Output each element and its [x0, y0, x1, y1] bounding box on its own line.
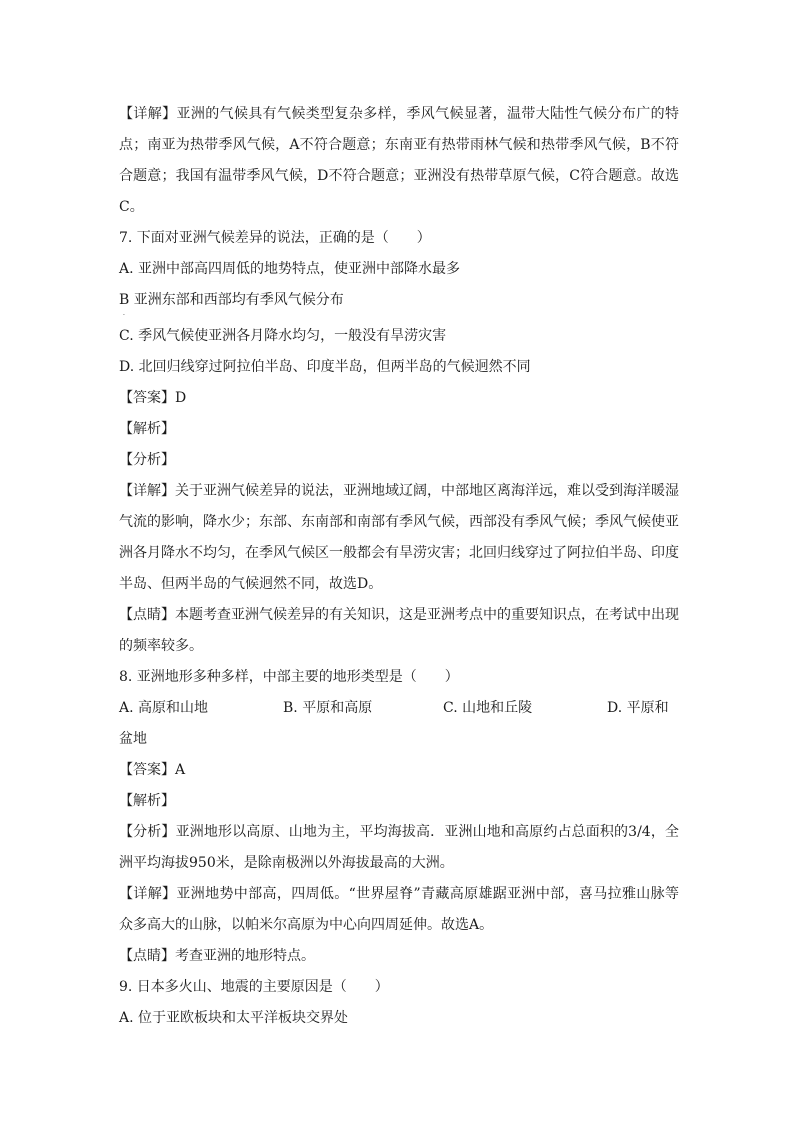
q7-option-c: C. 季风气候使亚洲各月降水均匀，一般没有旱涝灾害: [119, 328, 447, 344]
q7-detail: 【详解】关于亚洲气候差异的说法，亚洲地域辽阔，中部地区离海洋远，难以受到海洋暖湿气流的影响，降水少；东部、东南部和南部有季风气候，西部没有季风气候；季风气候使亚洲各月降水不均匀，在季风气候区一般都会有旱涝灾害；北回归线穿过了阿拉伯半岛、印度半岛、但两半岛的气候迥然不同，故选D。: [119, 483, 679, 592]
q7-stem: 7. 下面对亚洲气候差异的说法，正确的是（ ）: [119, 230, 431, 246]
q8-option-d-continuation: 盆地: [119, 731, 147, 747]
q7-option-a: A. 亚洲中部高四周低的地势特点，使亚洲中部降水最多: [119, 261, 461, 277]
q8-stem: 8. 亚洲地形多种多样，中部主要的地形类型是（ ）: [119, 669, 459, 685]
q8-analysis-label: 【解析】: [119, 793, 175, 809]
q7-option-b: B 亚洲东部和西部均有季风气候分布: [119, 292, 344, 308]
page-content: [119, 99, 679, 1034]
q8-fenxi: 【分析】亚洲地形以高原、山地为主，平均海拔高．亚洲山地和高原约占总面积的3/4，全洲平均海拔950米，是除南极洲以外海拔最高的大洲。: [119, 824, 679, 871]
stray-dot-mark: ·: [123, 312, 125, 319]
q7-comment: 【点睛】本题考查亚洲气候差异的有关知识，这是亚洲考点中的重要知识点，在考试中出现的频率较多。: [119, 607, 679, 654]
q8-option-b: B. 平原和高原: [283, 700, 373, 716]
q8-detail: 【详解】亚洲地势中部高，四周低。“世界屋脊”青藏高原雄踞亚洲中部，喜马拉雅山脉等众多高大的山脉，以帕米尔高原为中心向四周延伸。故选A。: [119, 886, 679, 933]
q7-option-d: D. 北回归线穿过阿拉伯半岛、印度半岛，但两半岛的气候迥然不同: [119, 359, 531, 375]
q7-fenxi-label: 【分析】: [119, 452, 175, 468]
q8-answer: 【答案】A: [119, 762, 186, 778]
q8-option-c: C. 山地和丘陵: [443, 700, 533, 716]
q8-option-a: A. 高原和山地: [119, 700, 209, 716]
q7-analysis-label: 【解析】: [119, 421, 175, 437]
q7-option-b-row: [119, 285, 679, 321]
q9-option-a: A. 位于亚欧板块和太平洋板块交界处: [119, 1010, 349, 1026]
q9-stem: 9. 日本多火山、地震的主要原因是（ ）: [119, 979, 389, 995]
q6-detail: 【详解】亚洲的气候具有气候类型复杂多样，季风气候显著，温带大陆性气候分布广的特点；南亚为热带季风气候，A不符合题意；东南亚有热带雨林气候和热带季风气候，B不符合题意；我国有温带季风气候，D不符合题意；亚洲没有热带草原气候，C符合题意。故选C。: [119, 106, 679, 215]
q8-option-d: D. 平原和: [607, 700, 669, 716]
q8-options-row: [119, 693, 679, 724]
q8-comment: 【点睛】考查亚洲的地形特点。: [119, 948, 315, 964]
q7-answer: 【答案】D: [119, 390, 187, 406]
